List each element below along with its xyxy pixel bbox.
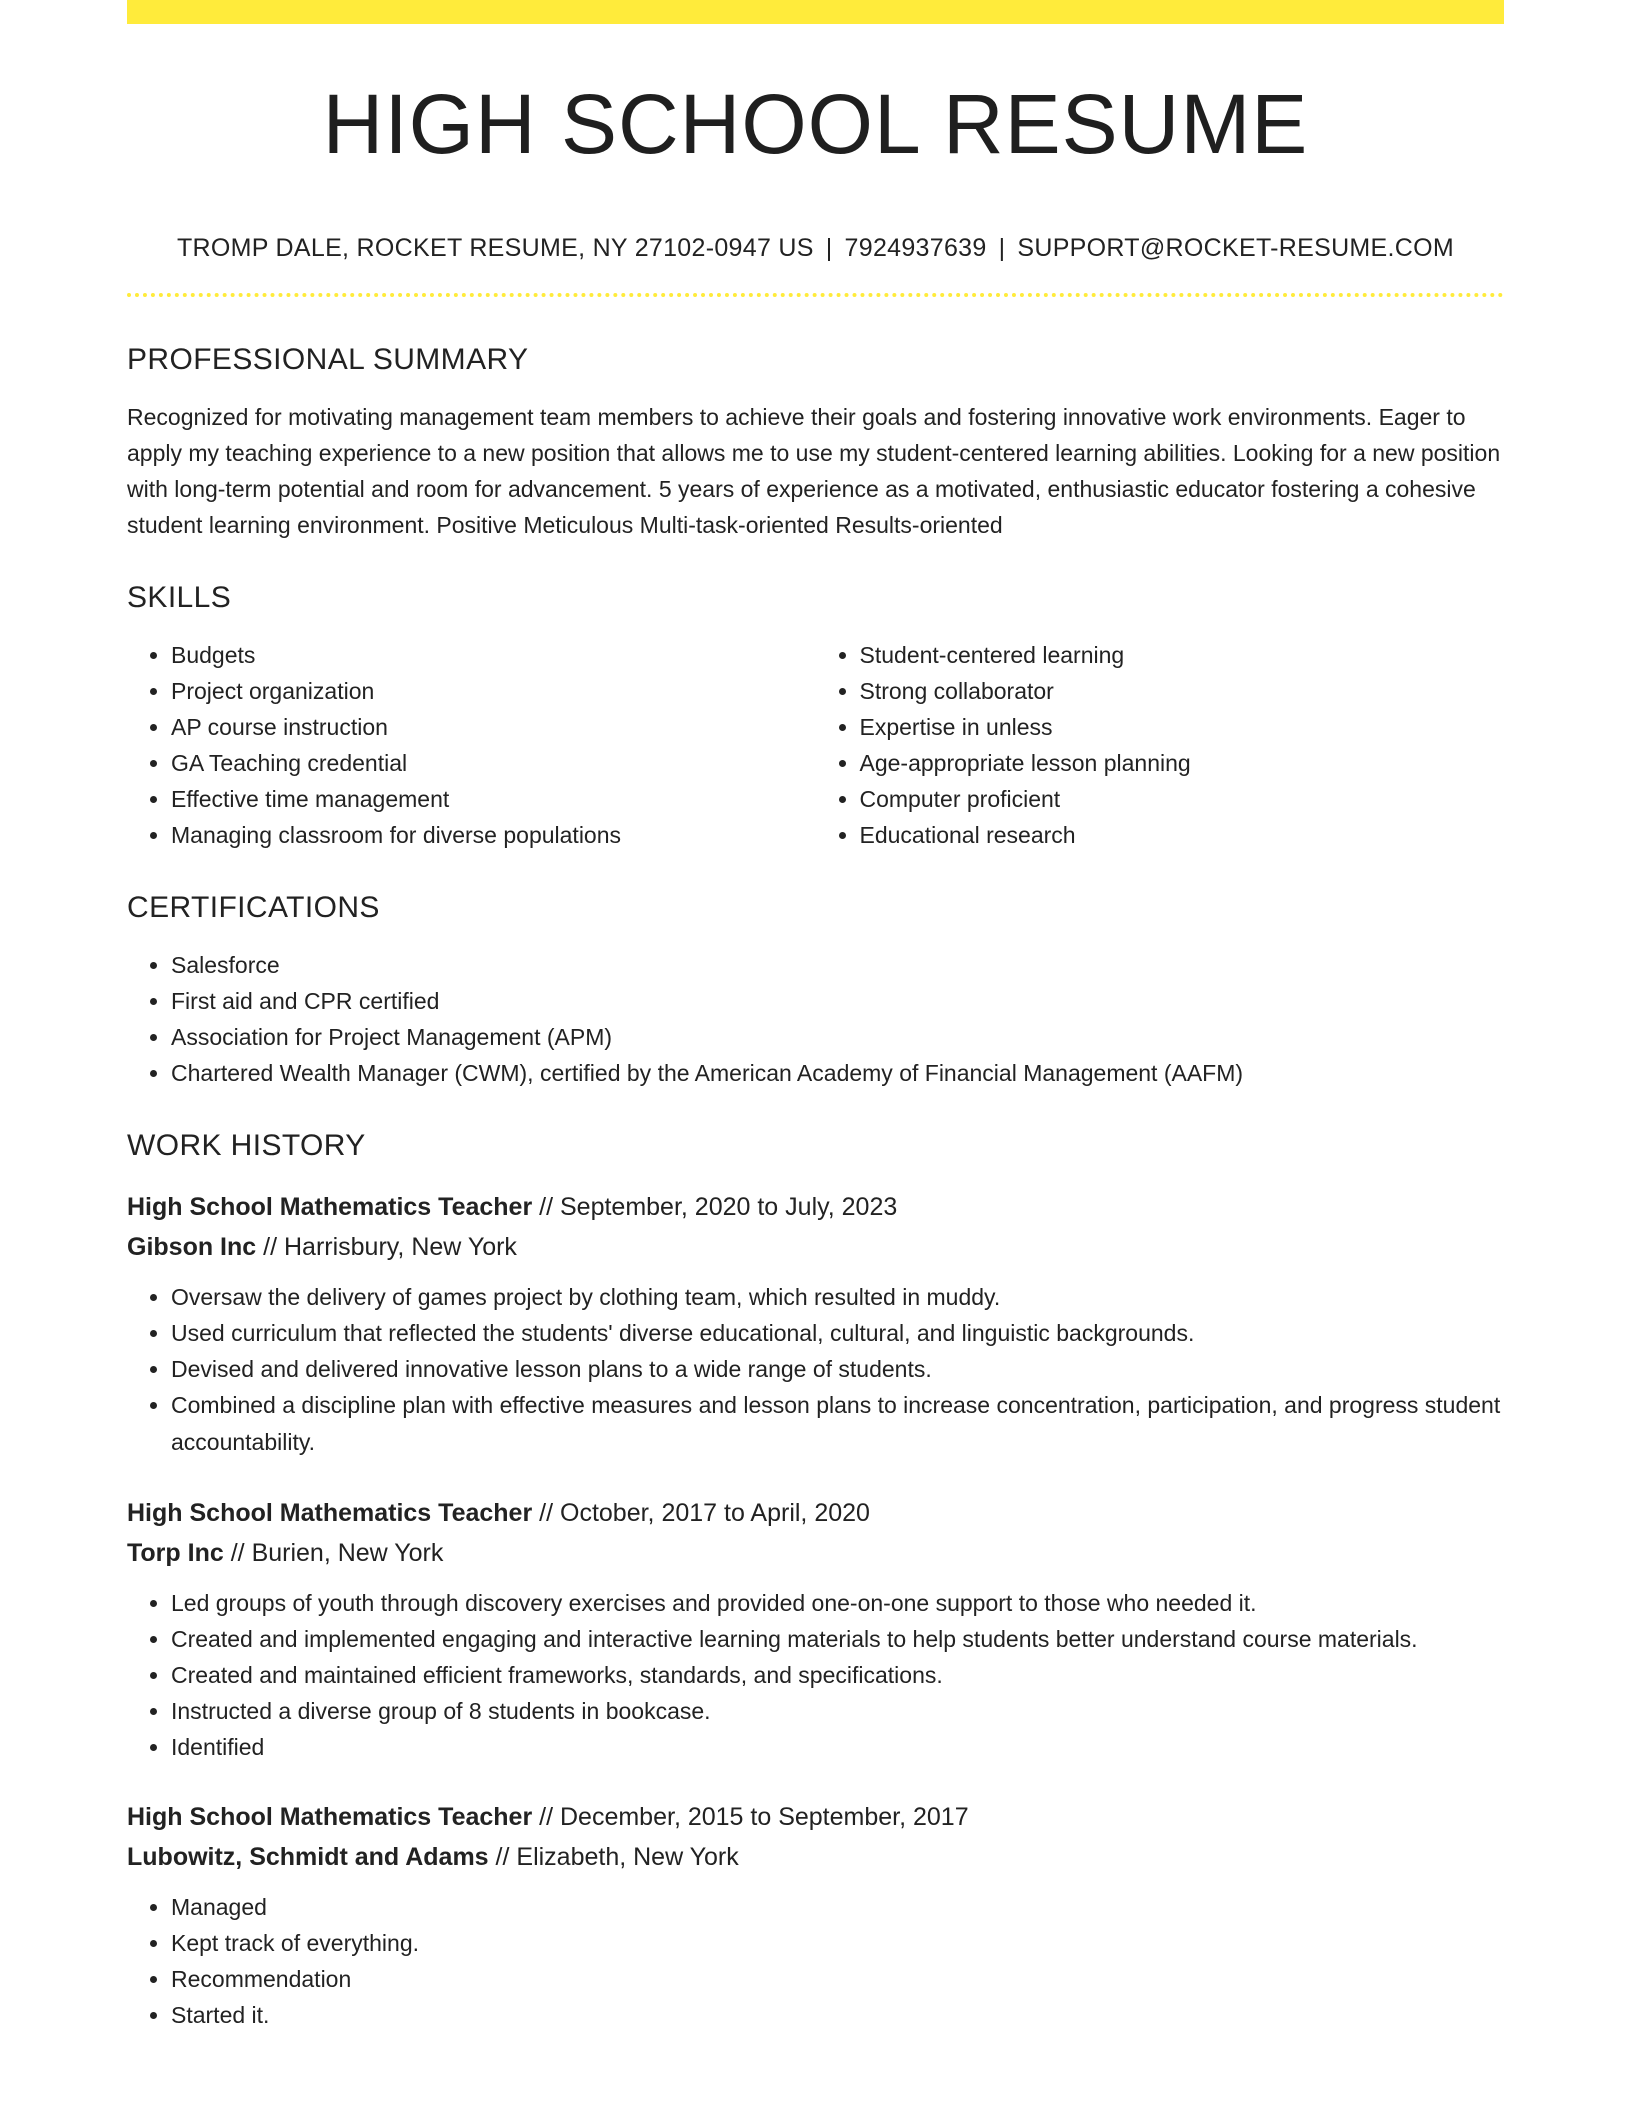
- skill-item: • Strong collaborator: [860, 673, 1505, 709]
- job-bullet: • Used curriculum that reflected the students' diverse educational, cultural, and linguistic backgrounds.: [171, 1315, 1504, 1351]
- job-company-line: Gibson Inc // Harrisbury, New York: [127, 1233, 517, 1261]
- job-dates: December, 2015 to September, 2017: [560, 1803, 969, 1831]
- job-bullet: • Combined a discipline plan with effective measures and lesson plans to increase concentration, participation, and progress student accountability.: [171, 1387, 1504, 1461]
- job-company: Torp Inc: [127, 1539, 224, 1567]
- job-company-line: Lubowitz, Schmidt and Adams // Elizabeth, New York: [127, 1843, 739, 1871]
- job-location: Burien, New York: [251, 1539, 444, 1567]
- certification-item: • Chartered Wealth Manager (CWM), certified by the American Academy of Financial Management (AAFM): [171, 1055, 1504, 1091]
- job-title-line: High School Mathematics Teacher // December, 2015 to September, 2017: [127, 1803, 969, 1831]
- resume-page: [127, 0, 1504, 2033]
- job-title: High School Mathematics Teacher: [127, 1499, 533, 1527]
- dotted-divider: [127, 293, 1504, 297]
- skill-item: • Budgets: [171, 637, 816, 673]
- contact-line: [127, 234, 1504, 263]
- job-bullet: • Created and maintained efficient frameworks, standards, and specifications.: [171, 1657, 1504, 1693]
- job-location: Harrisbury, New York: [283, 1233, 517, 1261]
- job-bullet: • Recommendation: [171, 1961, 1504, 1997]
- contact-separator: |: [998, 234, 1006, 262]
- skill-item: • Student-centered learning: [860, 637, 1505, 673]
- job-bullets: [127, 1279, 1504, 1461]
- job-title-line: High School Mathematics Teacher // October, 2017 to April, 2020: [127, 1499, 870, 1527]
- skill-item: • GA Teaching credential: [171, 745, 816, 781]
- job-dates: September, 2020 to July, 2023: [560, 1193, 898, 1221]
- certifications-list: [127, 947, 1504, 1091]
- skill-item: • Project organization: [171, 673, 816, 709]
- skill-item: • Effective time management: [171, 781, 816, 817]
- job-entry: [127, 1187, 1504, 1461]
- job-bullet: • Managed: [171, 1889, 1504, 1925]
- job-bullets: [127, 1585, 1504, 1765]
- certification-item: • Salesforce: [171, 947, 1504, 983]
- accent-top-bar: [127, 0, 1504, 24]
- contact-separator: |: [825, 234, 833, 262]
- contact-address: TROMP DALE, ROCKET RESUME, NY 27102-0947 US: [176, 234, 814, 262]
- contact-phone: 7924937639: [844, 234, 987, 262]
- summary-heading: PROFESSIONAL SUMMARY: [127, 343, 529, 376]
- job-company: Gibson Inc: [127, 1233, 257, 1261]
- skills-columns: [127, 637, 1504, 853]
- certification-item: • First aid and CPR certified: [171, 983, 1504, 1019]
- job-entry: [127, 1493, 1504, 1765]
- job-entry: [127, 1797, 1504, 2033]
- job-title: High School Mathematics Teacher: [127, 1193, 533, 1221]
- skill-item: • AP course instruction: [171, 709, 816, 745]
- certification-item: • Association for Project Management (APM): [171, 1019, 1504, 1055]
- job-title: High School Mathematics Teacher: [127, 1803, 533, 1831]
- job-bullet: • Identified: [171, 1729, 1504, 1765]
- skill-item: • Expertise in unless: [860, 709, 1505, 745]
- skills-list-left: [127, 637, 816, 853]
- certifications-heading: CERTIFICATIONS: [127, 891, 380, 924]
- job-bullet: • Started it.: [171, 1997, 1504, 2033]
- job-location: Elizabeth, New York: [516, 1843, 739, 1871]
- skills-heading: SKILLS: [127, 581, 232, 614]
- skill-item: • Educational research: [860, 817, 1505, 853]
- contact-email: SUPPORT@ROCKET-RESUME.COM: [1017, 234, 1455, 262]
- skill-item: • Computer proficient: [860, 781, 1505, 817]
- job-title-line: High School Mathematics Teacher // September, 2020 to July, 2023: [127, 1193, 898, 1221]
- job-bullet: • Created and implemented engaging and interactive learning materials to help students better understand course materials.: [171, 1621, 1504, 1657]
- resume-title: HIGH SCHOOL RESUME: [322, 77, 1309, 171]
- job-bullets: [127, 1889, 1504, 2033]
- skill-item: • Managing classroom for diverse populations: [171, 817, 816, 853]
- skills-list-right: [816, 637, 1505, 853]
- summary-text: Recognized for motivating management team members to achieve their goals and fostering innovative work environments. Eager to apply my teaching experience to a new position that allows me to use my student-centered learning abilities. Looking for a new position with long-term potential and room for advancement. 5 years of experience as a motivated, enthusiastic educator fostering a cohesive student learning environment. Positive Meticulous Multi-task-oriented Results-oriented: [127, 404, 1501, 538]
- job-bullet: • Kept track of everything.: [171, 1925, 1504, 1961]
- job-bullet: • Devised and delivered innovative lesson plans to a wide range of students.: [171, 1351, 1504, 1387]
- job-company: Lubowitz, Schmidt and Adams: [127, 1843, 489, 1871]
- skill-item: • Age-appropriate lesson planning: [860, 745, 1505, 781]
- job-bullet: • Instructed a diverse group of 8 students in bookcase.: [171, 1693, 1504, 1729]
- job-company-line: Torp Inc // Burien, New York: [127, 1539, 444, 1567]
- job-bullet: • Oversaw the delivery of games project by clothing team, which resulted in muddy.: [171, 1279, 1504, 1315]
- work-history-heading: WORK HISTORY: [127, 1129, 366, 1162]
- job-bullet: • Led groups of youth through discovery exercises and provided one-on-one support to those who needed it.: [171, 1585, 1504, 1621]
- job-dates: October, 2017 to April, 2020: [560, 1499, 870, 1527]
